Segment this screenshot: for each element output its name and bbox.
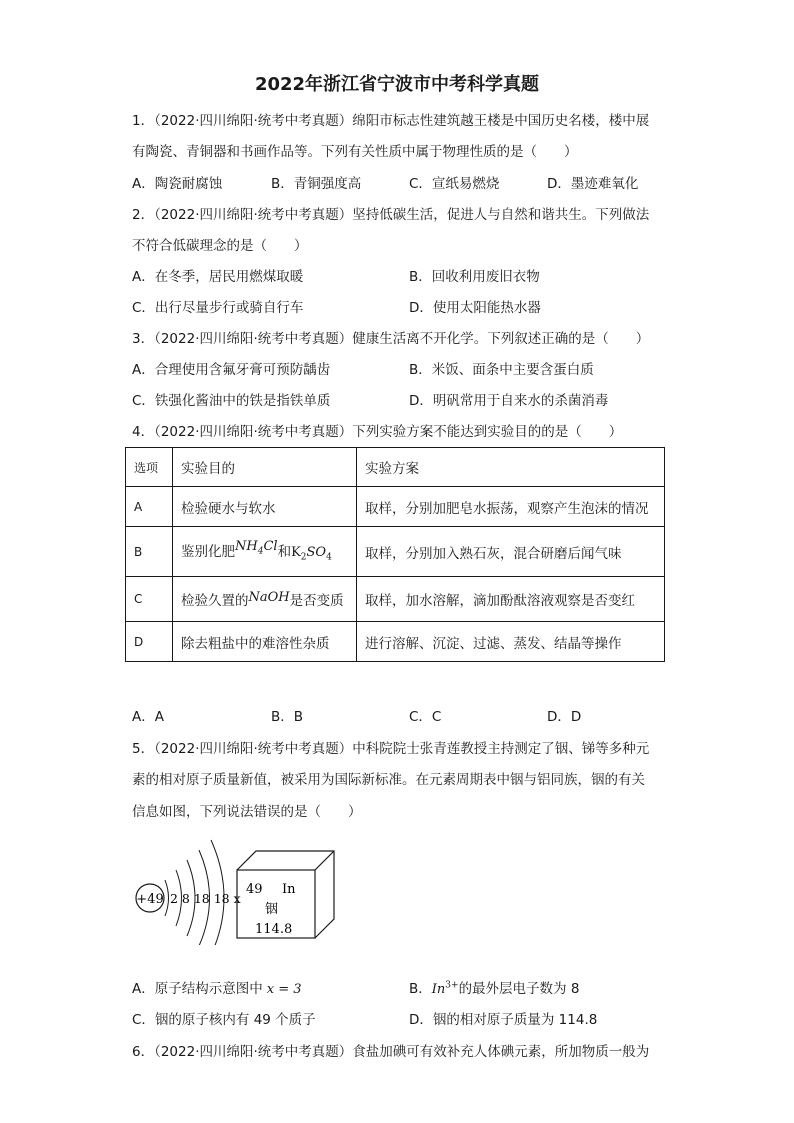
- header-goal: 实验目的: [173, 448, 357, 487]
- indium-ion: In: [431, 982, 446, 997]
- row-plan: 进行溶解、沉淀、过滤、蒸发、结晶等操作: [357, 622, 665, 662]
- math-x-equals-3: x = 3: [266, 982, 302, 997]
- table-header-row: [126, 448, 665, 487]
- row-option: B: [126, 527, 173, 577]
- row-plan: 取样，加水溶解，滴加酚酞溶液观察是否变红: [357, 577, 665, 622]
- row-plan: 取样，分别加入熟石灰，混合研磨后闻气味: [357, 527, 665, 577]
- question-stem-line: 1．（2022·四川绵阳·统考中考真题）绵阳市标志性建筑越王楼是中国历史名楼，楼中展: [132, 113, 650, 129]
- header-option: 选项: [126, 448, 173, 487]
- question-stem-line: 6．（2022·四川绵阳·统考中考真题）食盐加碘可有效补充人体碘元素，所加物质一般为: [132, 1044, 650, 1060]
- row-goal: 除去粗盐中的难溶性杂质: [173, 622, 357, 662]
- experiment-table: [125, 447, 665, 662]
- question-stem-line: 素的相对原子质量新值，被采用为国际新标准。在元素周期表中铟与铝同族，铟的有关: [132, 772, 645, 788]
- row-goal: 检验硬水与软水: [173, 487, 357, 527]
- question-stem-line: 4．（2022·四川绵阳·统考中考真题）下列实验方案不能达到实验目的的是（ ）: [132, 424, 623, 440]
- table-row: [126, 487, 665, 527]
- option-d: D．铟的相对原子质量为 114.8: [409, 1012, 598, 1028]
- row-goal: [173, 527, 357, 577]
- formula-naoh: NaOH: [248, 590, 290, 605]
- option-c: C．出行尽量步行或骑自行车: [132, 300, 304, 316]
- shell-electron-counts: 2 8 18 18 x: [170, 891, 241, 906]
- question-stem-line: 不符合低碳理念的是（ ）: [132, 238, 308, 254]
- row-goal: [173, 577, 357, 622]
- table-row: [126, 622, 665, 662]
- atom-structure-figure: [136, 840, 241, 945]
- goal-text: 是否变质: [289, 593, 344, 609]
- header-plan: 实验方案: [357, 448, 665, 487]
- cube-edge: [315, 851, 334, 870]
- table-row: [126, 527, 665, 577]
- option-b: B．青铜强度高: [271, 176, 362, 192]
- atomic-number: 49: [246, 882, 263, 897]
- element-symbol: In: [282, 882, 296, 897]
- option-d: D．使用太阳能热水器: [409, 300, 541, 316]
- row-option: C: [126, 577, 173, 622]
- element-name: 铟: [265, 902, 279, 917]
- option-c: C．铁强化酱油中的铁是指铁单质: [132, 393, 331, 409]
- option-a: A．合理使用含氟牙膏可预防龋齿: [132, 362, 331, 378]
- option-a: A．在冬季，居民用燃煤取暖: [132, 269, 304, 285]
- option-b: B．米饭、面条中主要含蛋白质: [409, 362, 594, 378]
- question-stem-line: 5．（2022·四川绵阳·统考中考真题）中科院院士张青莲教授主持测定了铟、锑等多种元: [132, 741, 650, 757]
- question-stem-line: 3．（2022·四川绵阳·统考中考真题）健康生活离不开化学。下列叙述正确的是（ ）: [132, 331, 650, 347]
- element-cube-figure: [237, 851, 334, 938]
- question-stem-line: 2．（2022·四川绵阳·统考中考真题）坚持低碳生活，促进人与自然和谐共生。下列做法: [132, 207, 650, 223]
- option-a: A．陶瓷耐腐蚀: [132, 176, 223, 192]
- formula-nh4cl: $NH_4Cl$: [235, 539, 278, 557]
- option-a: A．A: [132, 709, 164, 725]
- question-stem-line: 有陶瓷、青铜器和书画作品等。下列有关性质中属于物理性质的是（ ）: [132, 144, 578, 160]
- option-c: C．C: [409, 709, 442, 725]
- option-d: D．明矾常用于自来水的杀菌消毒: [409, 393, 609, 409]
- option-d: D．D: [547, 709, 582, 725]
- goal-text: 和: [277, 544, 292, 561]
- option-b: B．B: [271, 709, 304, 725]
- table-row: [126, 577, 665, 622]
- page-title: 2022年浙江省宁波市中考科学真题: [254, 74, 540, 95]
- goal-text: 检验久置的: [181, 593, 249, 609]
- nucleus-label: +49: [136, 892, 164, 907]
- goal-text: 鉴别化肥: [181, 544, 235, 561]
- question-stem-line: 信息如图，下列说法错误的是（ ）: [132, 804, 362, 820]
- option-b: B．$In^{3+}$的最外层电子数为 8: [409, 980, 580, 997]
- option-a: A．原子结构示意图中 x = 3: [132, 981, 302, 997]
- row-option: D: [126, 622, 173, 662]
- option-b: B．回收利用废旧衣物: [409, 269, 540, 285]
- row-option: A: [126, 487, 173, 527]
- formula-k2so4: $K_2SO_4$: [291, 545, 332, 563]
- indium-diagram: [125, 830, 340, 945]
- row-plan: 取样，分别加肥皂水振荡，观察产生泡沫的情况: [357, 487, 665, 527]
- option-c: C．铟的原子核内有 49 个质子: [132, 1012, 316, 1028]
- atomic-mass: 114.8: [255, 922, 293, 937]
- option-c: C．宣纸易燃烧: [409, 176, 500, 192]
- option-d: D．墨迹难氧化: [547, 176, 639, 192]
- electron-shell-arc: [165, 880, 169, 916]
